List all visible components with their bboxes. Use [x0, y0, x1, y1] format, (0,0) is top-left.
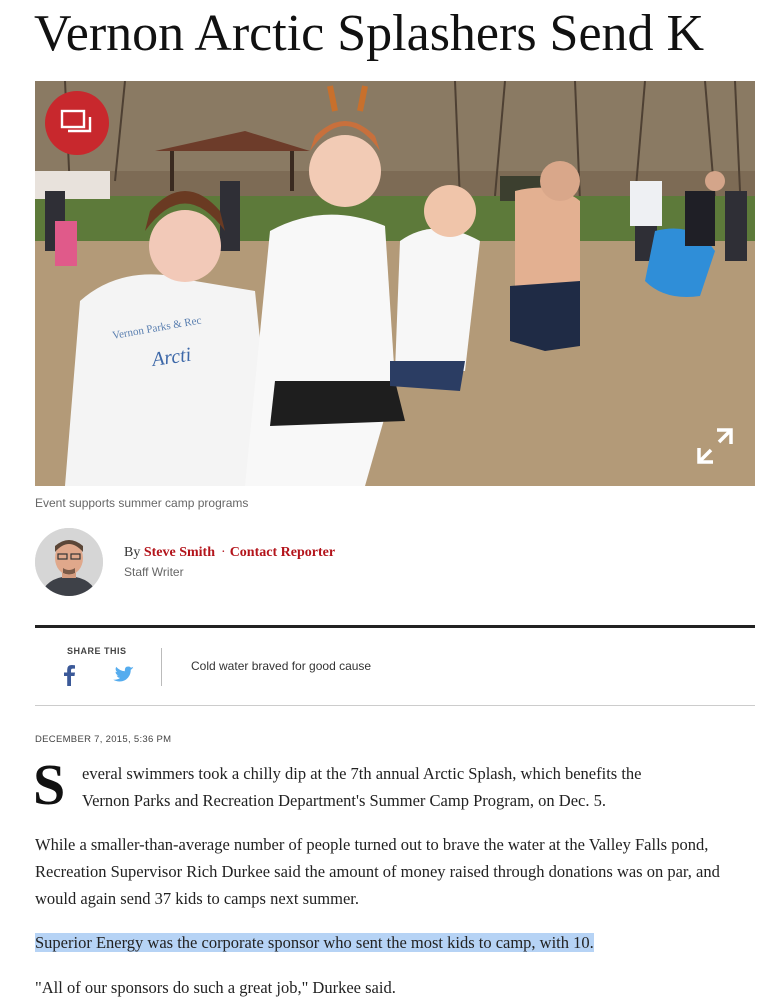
expand-icon [695, 426, 735, 466]
gallery-icon [60, 108, 94, 138]
paragraph-3 [35, 929, 594, 956]
gallery-button[interactable] [45, 91, 109, 155]
author-name-link[interactable]: Steve Smith [143, 545, 216, 560]
author-photo [35, 528, 103, 596]
lead-photo[interactable] [35, 81, 755, 486]
author-avatar [35, 528, 103, 596]
paragraph-1-line-1: everal swimmers took a chilly dip at the 7th annual Arctic Splash, which benefits the [82, 764, 642, 783]
facebook-share-button[interactable] [62, 664, 76, 686]
byline [124, 545, 335, 561]
byline-prefix: By [124, 545, 141, 560]
share-divider [161, 648, 162, 686]
twitter-icon [112, 666, 134, 684]
paragraph-2: While a smaller-than-average number of people turned out to brave the water at the Valley Falls pond, Recreation Supervisor Rich Durkee said the amount of money raised through donations was on par, and would again send 37 kids to camps next summer. [35, 835, 720, 908]
divider-light [35, 705, 755, 706]
article-headline: Vernon Arctic Splashers Send K [34, 5, 705, 62]
contact-reporter-link[interactable]: Contact Reporter [229, 545, 336, 560]
photo-caption: Event supports summer camp programs [35, 496, 249, 510]
share-headline: Cold water braved for good cause [191, 659, 372, 673]
expand-button[interactable] [695, 426, 735, 466]
facebook-icon [62, 664, 76, 686]
shirt-text-2: Arcti [150, 343, 193, 371]
drop-cap: S [33, 752, 66, 817]
dateline: DECEMBER 7, 2015, 5:36 PM [35, 734, 172, 745]
highlighted-text[interactable]: Superior Energy was the corporate sponsor who sent the most kids to camp, with 10. [35, 933, 594, 952]
photo-scene [35, 81, 755, 486]
byline-separator: · [221, 545, 226, 560]
shirt-text-1: Vernon Parks & Rec [111, 314, 203, 342]
divider-dark [35, 625, 755, 628]
author-role: Staff Writer [124, 565, 184, 579]
twitter-share-button[interactable] [112, 666, 134, 684]
paragraph-1-line-2: Vernon Parks and Recreation Department's Summer Camp Program, on Dec. 5. [82, 791, 606, 810]
share-label: SHARE THIS [67, 646, 127, 656]
paragraph-4: "All of our sponsors do such a great job," Durkee said. [35, 978, 396, 997]
